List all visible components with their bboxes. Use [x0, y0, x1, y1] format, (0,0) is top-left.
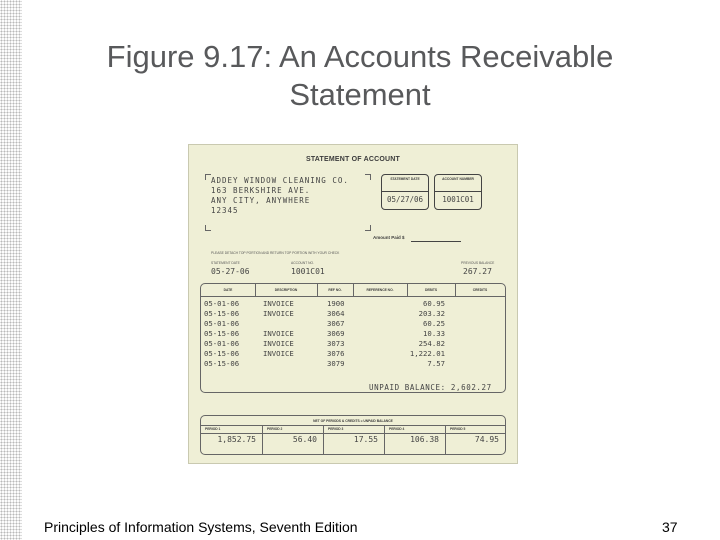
footer-text: Principles of Information Systems, Seventh Edition	[44, 519, 358, 535]
statement-date-value: 05/27/06	[386, 195, 424, 204]
summary-date-value: 05-27-06	[211, 267, 250, 276]
transactions-table	[200, 283, 506, 393]
title-line-1: Figure 9.17: An Accounts Receivable	[106, 39, 614, 74]
row-debit: 203.32	[418, 309, 445, 318]
row-date: 05-15-06	[204, 349, 240, 358]
unpaid-balance	[369, 383, 492, 392]
period-value: 106.38	[410, 435, 439, 444]
amount-paid-label: Amount Paid $	[373, 235, 405, 240]
period-value: 74.95	[474, 435, 499, 444]
column-header: REFERENCE NO.	[366, 288, 394, 292]
amount-paid-line	[411, 241, 461, 242]
statement-date-label: STATEMENT DATE	[390, 177, 420, 181]
period-value: 1,852.75	[217, 435, 256, 444]
column-header: CREDITS	[472, 288, 488, 292]
table-row	[201, 359, 505, 369]
table-row	[201, 299, 505, 309]
column-header: REF NO.	[328, 288, 342, 292]
period-value: 17.55	[353, 435, 378, 444]
aging-period	[384, 425, 445, 455]
row-description: INVOICE	[263, 329, 294, 338]
title-line-2: Statement	[289, 77, 431, 112]
row-description: INVOICE	[263, 309, 294, 318]
period-label: PERIOD 2	[267, 427, 283, 431]
row-date: 05-01-06	[204, 339, 240, 348]
period-value: 56.40	[292, 435, 317, 444]
row-description: INVOICE	[263, 339, 294, 348]
page-number: 37	[662, 519, 678, 535]
column-header: DATE	[223, 288, 233, 292]
row-debit: 7.57	[427, 359, 445, 368]
address-line: 12345	[211, 206, 239, 215]
row-description: INVOICE	[263, 349, 294, 358]
row-debit: 1,222.01	[409, 349, 445, 358]
row-date: 05-15-06	[204, 359, 240, 368]
aging-period	[323, 425, 384, 455]
table-row	[201, 339, 505, 349]
box-divider	[382, 191, 428, 192]
period-label: PERIOD 4	[389, 427, 405, 431]
previous-balance-label: PREVIOUS BALANCE	[461, 261, 495, 265]
column-header: DESCRIPTION	[274, 288, 298, 292]
row-ref: 3069	[327, 329, 345, 338]
statement-date-box	[381, 174, 429, 210]
table-row	[201, 309, 505, 319]
address-line: 163 BERKSHIRE AVE.	[211, 186, 311, 195]
address-window-corner	[205, 225, 211, 231]
row-ref: 3064	[327, 309, 345, 318]
address-line: ANY CITY, ANYWHERE	[211, 196, 311, 205]
row-ref: 3067	[327, 319, 345, 328]
table-row	[201, 319, 505, 329]
table-row	[201, 349, 505, 359]
row-debit: 60.25	[423, 319, 445, 328]
row-ref: 1900	[327, 299, 345, 308]
address-window-corner	[365, 225, 371, 231]
period-label: PERIOD 5	[450, 427, 466, 431]
table-row	[201, 329, 505, 339]
row-date: 05-01-06	[204, 319, 240, 328]
slide-title	[60, 38, 660, 114]
customer-address	[211, 176, 349, 216]
row-ref: 3073	[327, 339, 345, 348]
row-date: 05-15-06	[204, 329, 240, 338]
period-label: PERIOD 1	[205, 427, 221, 431]
aging-title: NET OF PERIODS & CREDITS = UNPAID BALANCE	[313, 419, 393, 423]
transactions-header	[201, 284, 505, 297]
address-line: ADDEY WINDOW CLEANING CO.	[211, 176, 349, 185]
statement-title: STATEMENT OF ACCOUNT	[305, 156, 401, 163]
column-header: DEBITS	[424, 288, 438, 292]
aging-table	[200, 415, 506, 455]
summary-account-value: 1001C01	[291, 267, 325, 276]
account-number-value: 1001C01	[442, 195, 474, 204]
row-ref: 3079	[327, 359, 345, 368]
aging-period	[262, 425, 323, 455]
summary-date-label: STATEMENT DATE	[211, 261, 240, 265]
unpaid-balance-label: UNPAID BALANCE:	[369, 383, 446, 392]
dotted-border	[0, 0, 22, 540]
box-divider	[435, 191, 481, 192]
unpaid-balance-value: 2,602.27	[450, 383, 492, 392]
period-label: PERIOD 3	[328, 427, 344, 431]
statement-document	[188, 144, 518, 464]
row-ref: 3076	[327, 349, 345, 358]
row-debit: 254.82	[418, 339, 445, 348]
row-description: INVOICE	[263, 299, 294, 308]
summary-account-label: ACCOUNT NO.	[291, 261, 315, 265]
row-date: 05-15-06	[204, 309, 240, 318]
aging-period	[201, 425, 262, 455]
address-window-corner	[365, 174, 371, 180]
previous-balance-value: 267.27	[463, 267, 492, 276]
row-date: 05-01-06	[204, 299, 240, 308]
account-number-label: ACCOUNT NUMBER	[442, 177, 474, 181]
account-number-box	[434, 174, 482, 210]
row-debit: 60.95	[423, 299, 445, 308]
aging-period	[445, 425, 505, 455]
row-debit: 10.33	[423, 329, 445, 338]
detach-instructions: PLEASE DETACH TOP PORTION AND RETURN TOP PORTION WITH YOUR CHECK	[211, 251, 340, 255]
